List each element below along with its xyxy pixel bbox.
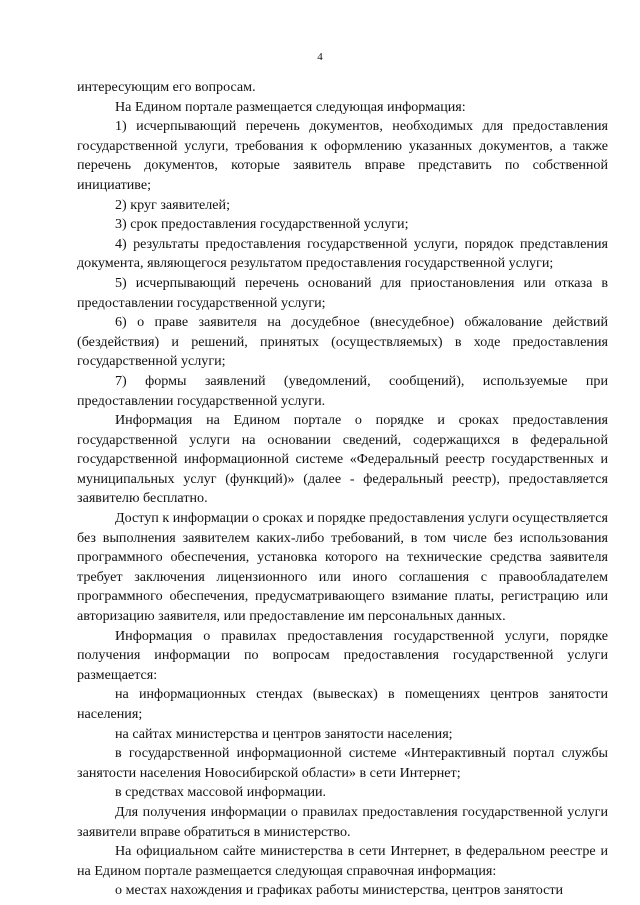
page-number: 4 [317, 51, 323, 63]
placement-item-portal: в государственной информационной системе «Интерактивный портал службы занятости населения Новосибирской области» в сети Интернет; [77, 745, 608, 781]
paragraph-ministry-contact: Для получения информации о правилах предоставления государственной услуги заявители вправе обратиться в министерство. [77, 803, 608, 840]
list-item-4: 4) результаты предоставления государственной услуги, порядок представления документа, являющегося результатом предоставления государственной услуги; [77, 235, 608, 272]
document-body [77, 78, 608, 901]
paragraph-locations: о местах нахождения и графиках работы министерства, центров занятости [115, 882, 564, 899]
placement-item-sites: на сайтах министерства и центров занятости населения; [115, 725, 453, 742]
paragraph-rules-placement: Информация о правилах предоставления государственной услуги, порядке получения информации по вопросам предоставления государственной услуги размещается: [77, 627, 608, 683]
list-item-7: 7) формы заявлений (уведомлений, сообщений), используемые при предоставлении государственной услуги. [77, 372, 608, 409]
paragraph-reference-info: На официальном сайте министерства в сети Интернет, в федеральном реестре и на Едином портале размещается следующая справочная информация: [77, 843, 608, 879]
list-item-3: 3) срок предоставления государственной услуги; [115, 216, 409, 233]
paragraph-continuation: интересующим его вопросам. [77, 79, 256, 95]
placement-item-stands: на информационных стендах (вывесках) в помещениях центров занятости населения; [77, 686, 608, 722]
list-item-2: 2) круг заявителей; [115, 196, 230, 213]
placement-item-media: в средствах массовой информации. [115, 784, 327, 801]
paragraph-federal-registry: Информация на Едином портале о порядке и сроках предоставления государственной услуги на основании сведений, содержащихся в федеральной государственной информационной системе «Федеральный реестр государственных и муниципальных услуг (функций)» (далее - федеральный реестр), предоставляется заявителю бесплатно. [77, 412, 608, 507]
paragraph-portal-info-intro: На Едином портале размещается следующая информация: [115, 98, 466, 115]
list-item-5: 5) исчерпывающий перечень оснований для приостановления или отказа в предоставлении государственной услуги; [77, 274, 608, 311]
list-item-1: 1) исчерпывающий перечень документов, необходимых для предоставления государственной услуги, требования к оформлению указанных документов, а также перечень документов, которые заявитель вправе представить по собственной инициативе; [77, 118, 608, 193]
paragraph-access: Доступ к информации о сроках и порядке предоставления услуги осуществляется без выполнения заявителем каких-либо требований, в том числе без использования программного обеспечения, установка которого на технические средства заявителя требует заключения лицензионного или иного соглашения с правообладателем программного обеспечения, предусматривающего взимание платы, регистрацию или авторизацию заявителя, или предоставление им персональных данных. [77, 510, 608, 625]
list-item-6: 6) о праве заявителя на досудебное (внесудебное) обжалование действий (бездействия) и решений, принятых (осуществляемых) в ходе предоставления государственной услуги; [77, 314, 608, 370]
